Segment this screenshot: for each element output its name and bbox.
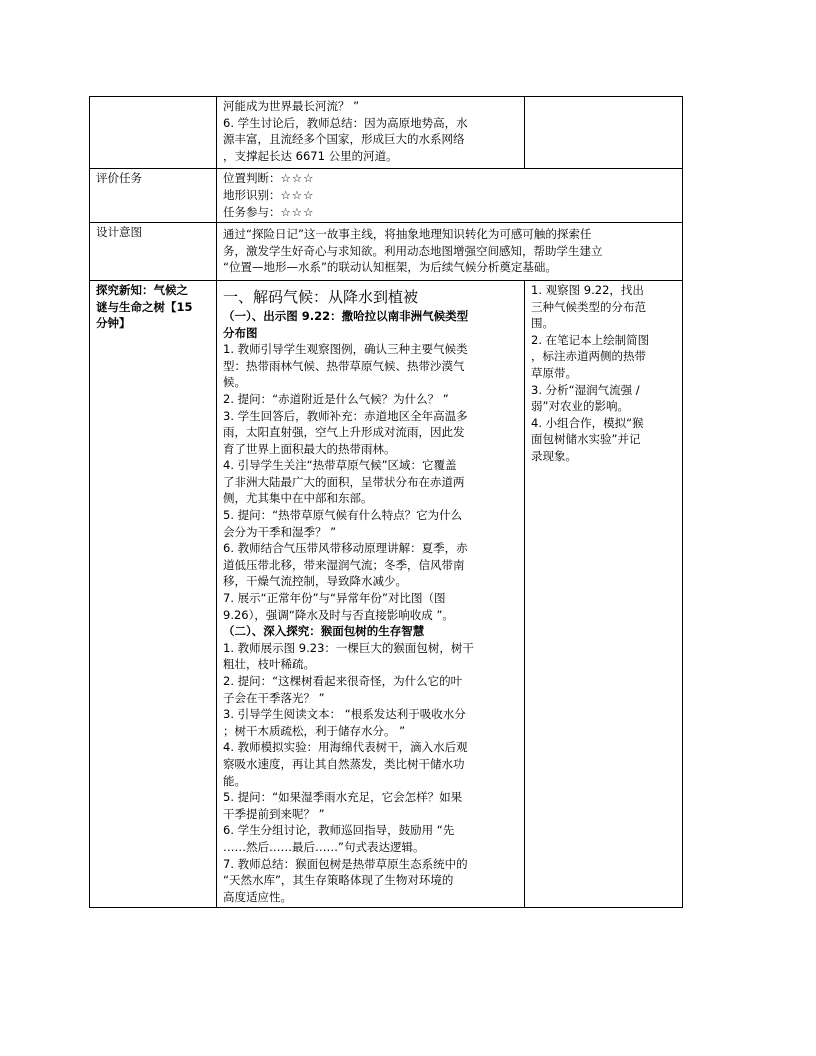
text-line: 7. 教师总结：猴面包树是热带草原生态系统中的 [223, 856, 468, 871]
text-line: 道低压带北移，带来湿润气流；冬季，信风带南 [223, 557, 465, 572]
table-row [90, 97, 683, 169]
text-line: 1. 教师引导学生观察图例，确认三种主要气候类 [223, 342, 468, 357]
text-line: 6. 学生讨论后，教师总结：因为高原地势高，水 [223, 115, 468, 130]
text-line: 6. 教师结合气压带风带移动原理讲解：夏季，赤 [223, 541, 468, 556]
text-line: “位置—地形—水系”的联动认知框架，为后续气候分析奠定基础。 [223, 260, 557, 275]
evaluation-cell [217, 169, 683, 223]
text-line: 7. 展示“正常年份”与“异常年份”对比图（图 [223, 591, 446, 606]
text-line: 三种气候类型的分布范 [531, 299, 646, 314]
row-label-evaluation: 评价任务 [90, 169, 217, 223]
text-line: 3. 引导学生阅读文本： “根系发达利于吸收水分 [223, 707, 466, 722]
table-row [90, 223, 683, 281]
text-line: 3. 分析“湿润气流强 / [531, 382, 640, 397]
student-steps [531, 282, 676, 465]
text-line: 察吸水速度，再让其自然蒸发，类比树干储水功 [223, 756, 465, 771]
teacher-activity-cell [217, 280, 525, 907]
text-line: 通过“探险日记”这一故事主线，将抽象地理知识转化为可感可触的探索任 [223, 227, 592, 242]
text-line: 弱”对农业的影响。 [531, 399, 629, 414]
text-line: 会分为干季和湿季？ ” [223, 524, 337, 539]
text-line: “天然水库”，其生存策略体现了生物对环境的 [223, 873, 454, 888]
text-line: 1. 观察图 9.22，找出 [531, 282, 644, 297]
text-line: 2. 提问：“这棵树看起来很奇怪，为什么它的叶 [223, 674, 463, 688]
text-line: 9.26），强调“降水及时与否直接影响收成 ”。 [223, 607, 454, 622]
design-intent-cell [217, 223, 683, 281]
text-line: 围。 [531, 316, 554, 331]
rating-stars: ☆☆☆ [280, 187, 315, 202]
text-line: 源丰富，且流经多个国家，形成巨大的水系网络 [223, 132, 465, 147]
evaluation-item [223, 187, 676, 204]
label-line: 分钟】 [96, 316, 131, 331]
text-line: 4. 教师模拟实验：用海绵代表树干，滴入水后观 [223, 740, 468, 755]
text-line: 移，干燥气流控制，导致降水减少。 [223, 574, 407, 589]
text-line: ……然后……最后……”句式表达逻辑。 [223, 839, 425, 854]
rating-stars: ☆☆☆ [280, 204, 315, 219]
evaluation-item [223, 170, 676, 187]
text-line: 务，激发学生好奇心与求知欲。利用动态地图增强空间感知，帮助学生建立 [223, 243, 603, 258]
text-line: 3. 学生回答后，教师补充：赤道地区全年高温多 [223, 408, 468, 423]
text-line: ；树干木质疏松，利于储存水分。 ” [223, 723, 406, 738]
text-line: 高度适应性。 [223, 889, 292, 904]
text-line: 6. 学生分组讨论，教师巡回指导，鼓励用 “先 [223, 823, 455, 838]
row-label-design-intent: 设计意图 [90, 223, 217, 281]
text-line: 草原带。 [531, 365, 577, 380]
text-line: 2. 提问：“赤道附近是什么气候？为什么？ ” [223, 391, 449, 406]
evaluation-item-name: 位置判断： [223, 171, 281, 186]
text-line: ，标注赤道两侧的热带 [531, 349, 646, 364]
table-row [90, 280, 683, 907]
text-line: 面包树储水实验”并记 [531, 432, 641, 447]
text-line: 型：热带雨林气候、热带草原气候、热带沙漠气 [223, 358, 465, 373]
text-line: ，支撑起长达 6671 公里的河道。 [223, 148, 398, 163]
text-line: 雨，太阳直射强，空气上升形成对流雨，因此发 [223, 425, 465, 440]
subsection-heading: 分布图 [223, 325, 258, 340]
student-activity-cell [525, 280, 683, 907]
text-line: 5. 提问：“热带草原气候有什么特点？它为什么 [223, 508, 463, 523]
text-line: 粗壮，枝叶稀疏。 [223, 657, 315, 672]
teacher-activity-cell [217, 97, 525, 169]
section-heading: 一、解码气候：从降水到植被 [223, 287, 419, 306]
text-line: 育了世界上面积最大的热带雨林。 [223, 441, 396, 456]
lesson-plan-table [89, 96, 683, 908]
rating-stars: ☆☆☆ [280, 171, 315, 186]
row-label-explore [90, 280, 217, 907]
subsection-heading: （二）、深入探究：猴面包树的生存智慧 [223, 624, 425, 639]
empty-cell [90, 97, 217, 169]
text-line: 1. 教师展示图 9.23：一棵巨大的猴面包树，树干 [223, 640, 474, 655]
text-line: 候。 [223, 375, 246, 390]
text-line: 4. 小组合作，模拟“猴 [531, 415, 644, 430]
label-line: 谜与生命之树【15 [96, 299, 193, 314]
text-line: 干季提前到来呢？ ” [223, 806, 325, 821]
text-line: 5. 提问：“如果湿季雨水充足，它会怎样？如果 [223, 790, 463, 805]
text-line: 河能成为世界最长河流？ ” [223, 99, 360, 113]
text-line: 了非洲大陆最广大的面积，呈带状分布在赤道两 [223, 474, 465, 489]
part1-steps [223, 341, 518, 623]
text-line: 侧，尤其集中在中部和东部。 [223, 491, 373, 506]
text-line: 子会在干季落光？ ” [223, 690, 325, 705]
part2-steps [223, 640, 518, 906]
evaluation-item [223, 204, 676, 221]
subsection-heading: （一）、出示图 9.22：撒哈拉以南非洲气候类型 [223, 308, 469, 323]
evaluation-item-name: 任务参与： [223, 204, 281, 219]
evaluation-item-name: 地形识别： [223, 187, 281, 202]
text-line: 录现象。 [531, 448, 577, 463]
text-line: 能。 [223, 773, 246, 788]
empty-cell [525, 97, 683, 169]
label-line: 探究新知：气候之 [96, 282, 188, 297]
table-row [90, 169, 683, 223]
text-line: 2. 在笔记本上绘制简图 [531, 332, 650, 347]
text-line: 4. 引导学生关注“热带草原气候”区域：它覆盖 [223, 458, 457, 473]
